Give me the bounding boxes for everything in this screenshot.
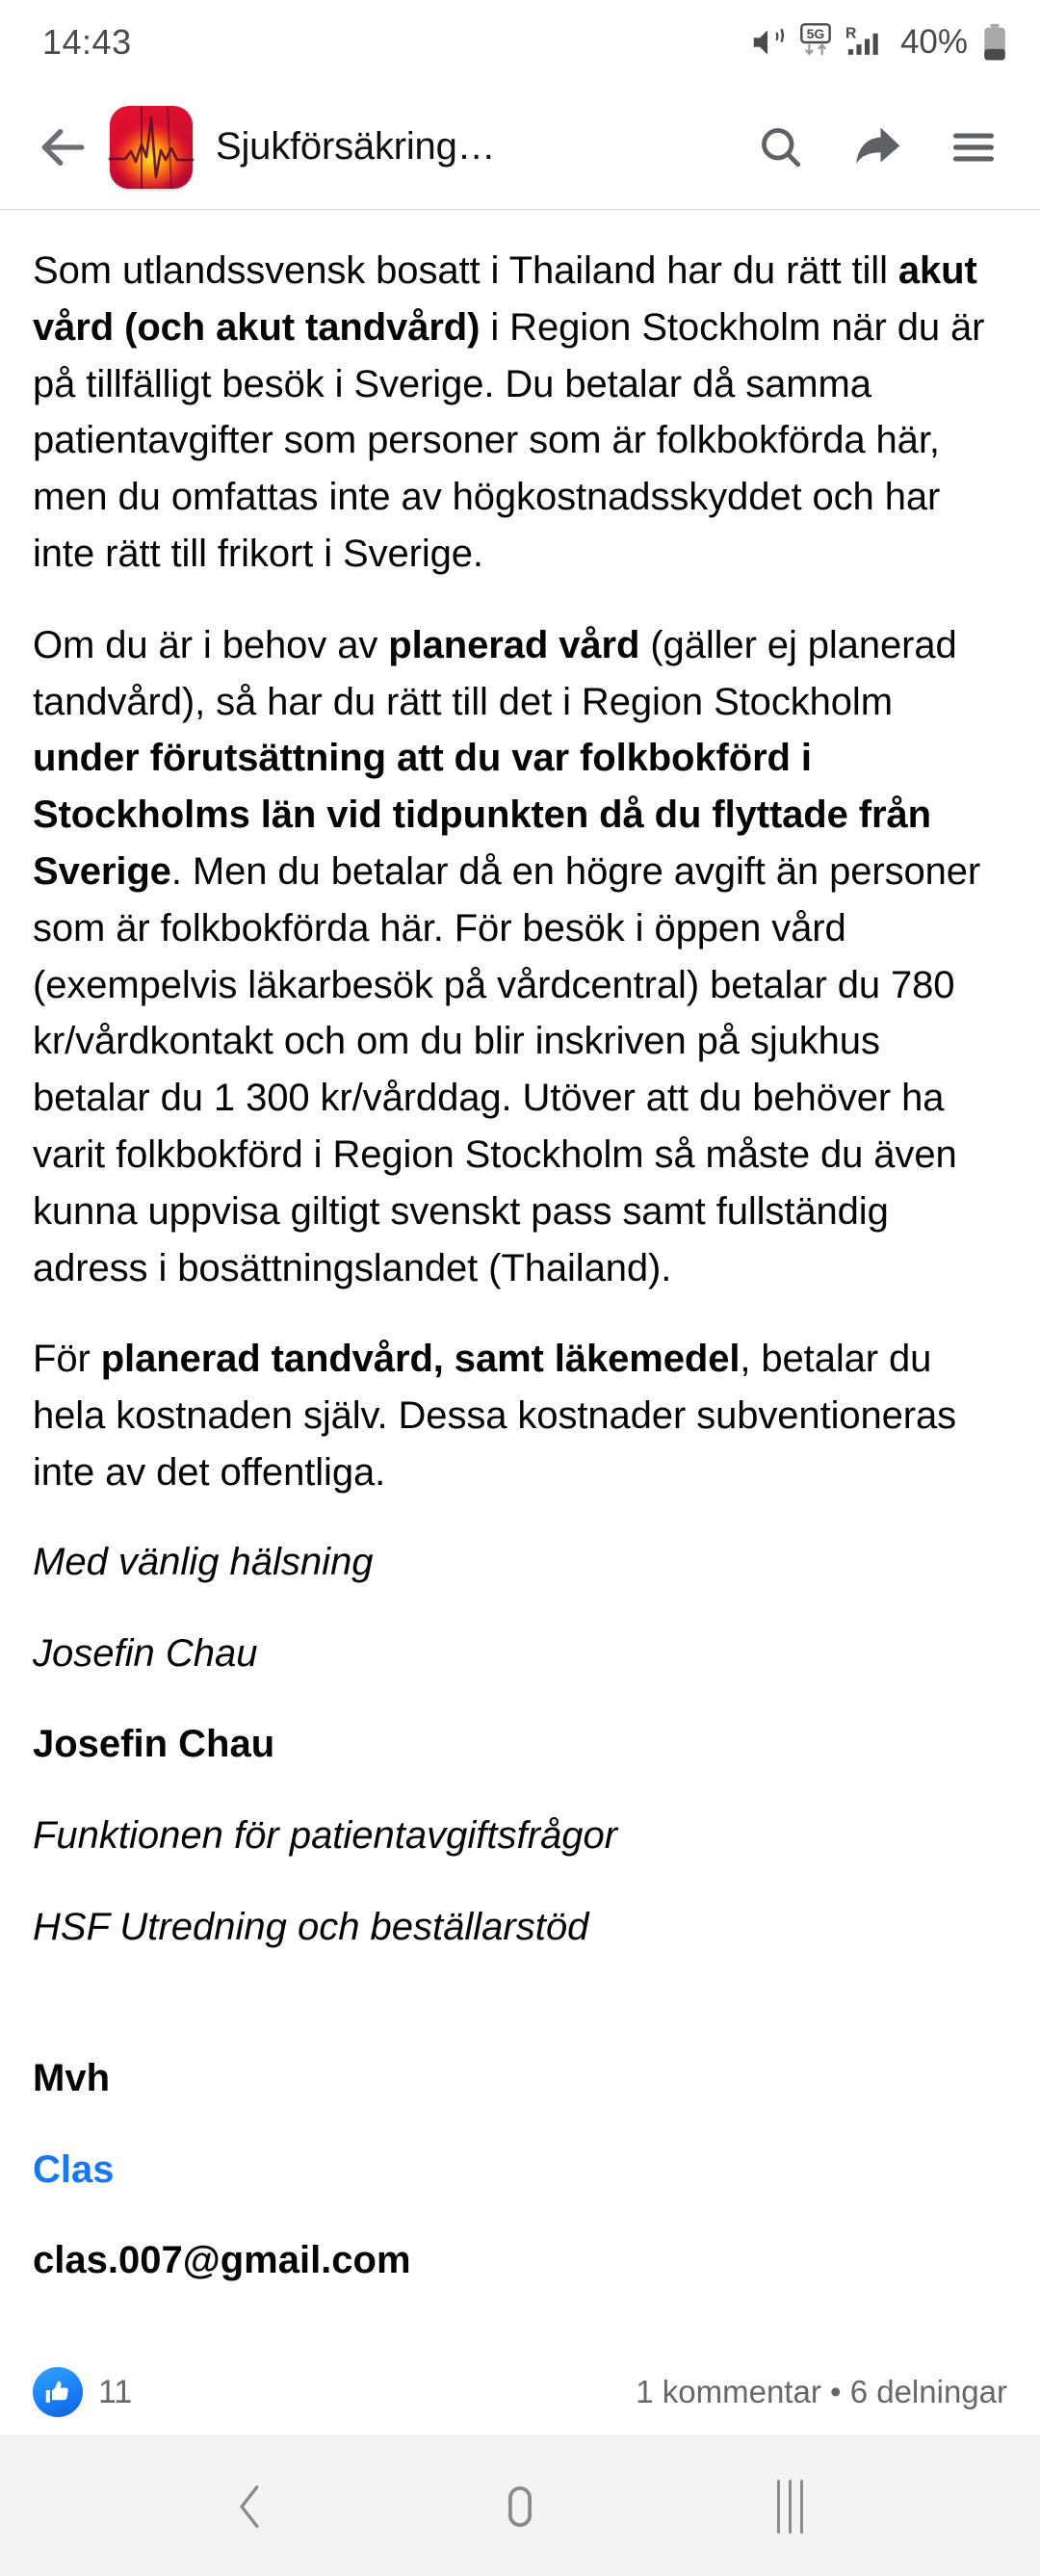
sender-email[interactable]: clas.007@gmail.com [33,2239,411,2282]
5g-data-icon [798,23,833,62]
status-bar-clock: 14:43 [42,22,132,62]
thumbs-up-icon [33,2367,83,2417]
battery-icon [982,23,1007,62]
signature-name-italic: Josefin Chau [33,1631,258,1675]
status-bar [0,0,1040,85]
text-run: . Men du betalar då en högre avgift än personer som är folkbokförda här. För besök i öppen vård (exempelvis läkarbesök på vårdcentral) betalar du 780 kr/vårdkontakt och om du blir inskriven på sjukhus betalar du 1 300 kr/vårddag. Utöver att du behöver ha varit folkbokförd i Region Stockholm så måste du även kunna uppvisa giltigt svenskt pass samt fullständig adress i bosättningslandet (Thailand). [33,849,981,1289]
paragraph-2 [33,617,1007,1297]
text-run: För [33,1338,101,1381]
android-nav-bar [0,2435,1040,2576]
nav-recents-button[interactable] [732,2449,847,2564]
text-run-bold: planerad vård [388,623,640,666]
status-bar-indicators [749,23,1007,62]
signature-name-bold: Josefin Chau [33,1723,275,1766]
recents-icon [777,2480,803,2534]
signature-role: Funktionen för patientavgiftsfrågor [33,1814,618,1858]
nav-home-button[interactable] [462,2449,578,2564]
reaction-bar [0,2343,1040,2435]
svg-text:5G: 5G [806,26,825,41]
svg-text:R: R [845,25,857,42]
text-run-bold: akut vård (och akut tandvård) [33,249,977,349]
battery-percent-label: 40% [899,23,968,61]
search-icon [756,122,806,172]
menu-button[interactable] [936,110,1011,185]
text-run-bold: under förutsättning att du var folkbokförd i Stockholms län vid tidpunkten då du flyttade från Sverige [33,737,931,893]
page-title: Sjukförsäkring… [216,125,496,168]
text-run: (gäller ej planerad tandvård), så har du rätt till det i Region Stockholm [33,623,957,723]
paragraph-1 [33,243,1007,583]
share-icon [850,120,904,174]
sender-name-link[interactable]: Clas [33,2147,115,2191]
signature-greeting: Med vänlig hälsning [33,1540,374,1583]
app-bar [0,85,1040,210]
text-run: i Region Stockholm när du är på tillfälligt besök i Sverige. Du betalar då samma patientavgifter som personer som är folkbokförda här, men du omfattas inte av högkostnadsskyddet och har inte rätt till frikort i Sverige. [33,305,985,575]
back-chevron-icon [224,2481,276,2533]
reaction-summary[interactable] [33,2367,132,2417]
home-icon [494,2481,546,2533]
back-arrow-icon [36,120,90,174]
text-run: Om du är i behov av [33,623,389,666]
back-button[interactable] [25,110,100,185]
text-run: , betalar du hela kostnaden själv. Dessa kostnader subventioneras inte av det offentliga. [33,1338,957,1494]
text-run: Som utlandssvensk bosatt i Thailand har du rätt till [33,249,898,292]
paragraph-3 [33,1331,1007,1500]
share-button[interactable] [840,110,915,185]
signature-department: HSF Utredning och beställarstöd [33,1905,589,1948]
comments-shares-meta[interactable]: 1 kommentar • 6 delningar [636,2374,1007,2410]
app-icon[interactable] [110,106,193,189]
signal-bars-icon [845,23,884,62]
nav-back-button[interactable] [193,2449,308,2564]
reaction-count: 11 [98,2373,133,2410]
mute-vibrate-icon [749,24,786,61]
ecg-heart-icon [110,106,193,189]
app-bar-actions [743,110,1011,185]
post-body [0,210,1040,2343]
hamburger-menu-icon [949,122,999,172]
text-run-bold: planerad tandvård, samt läkemedel [100,1338,741,1381]
search-button[interactable] [743,110,819,185]
sender-greeting: Mvh [33,2056,110,2099]
